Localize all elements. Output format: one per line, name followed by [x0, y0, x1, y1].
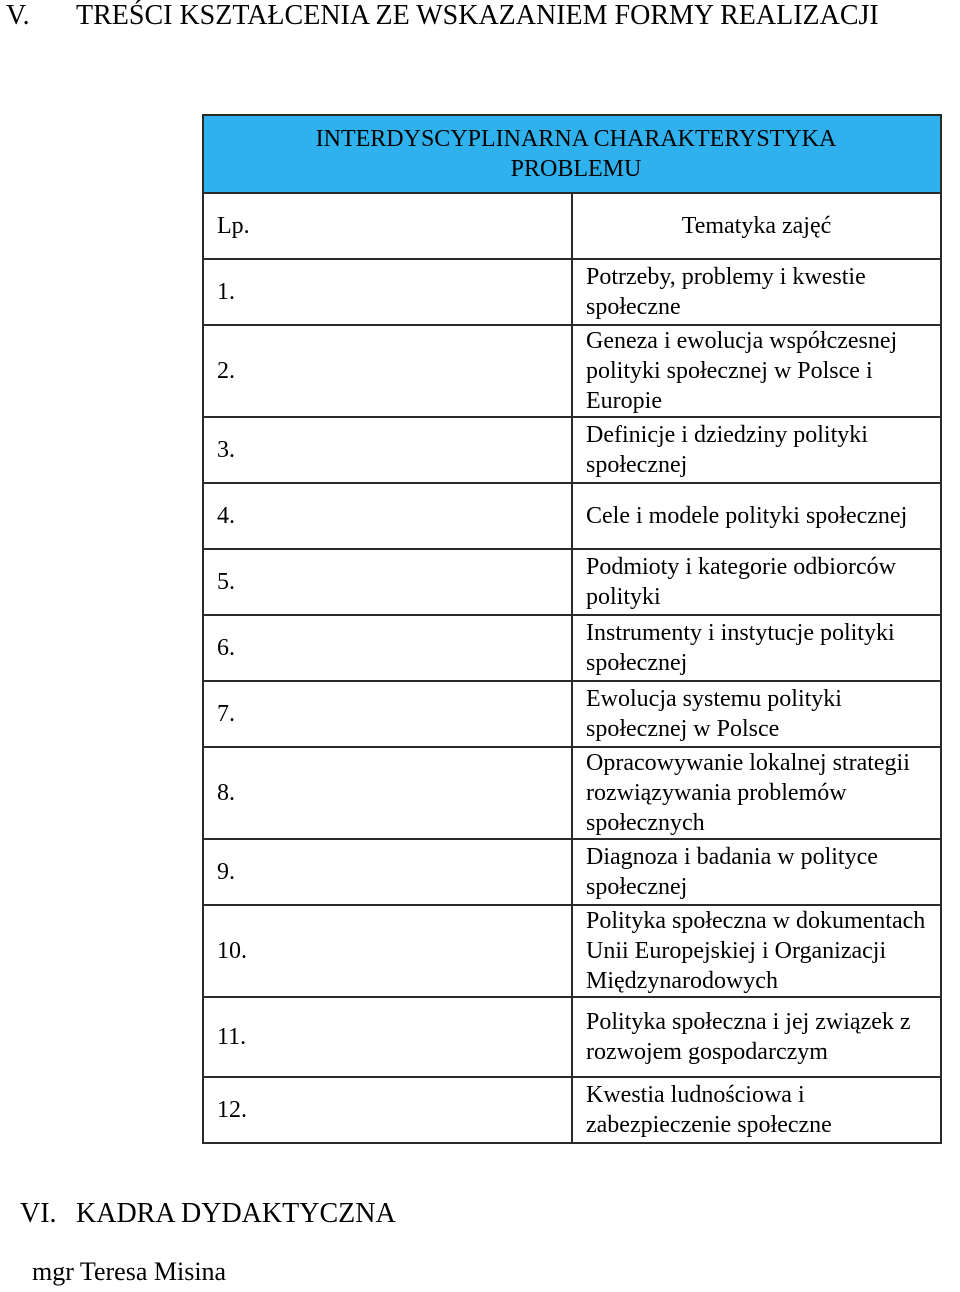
- table-header-row: [203, 193, 941, 259]
- row-topic: Potrzeby, problemy i kwestie społeczne: [572, 259, 941, 325]
- section-v-title: TREŚCI KSZTAŁCENIA ZE WSKAZANIEM FORMY REALIZACJI: [76, 0, 879, 31]
- row-lp: 4.: [203, 483, 572, 549]
- table-row: [203, 549, 941, 615]
- row-topic: Ewolucja systemu polityki społecznej w Polsce: [572, 681, 941, 747]
- table-row: [203, 839, 941, 905]
- table-row: [203, 259, 941, 325]
- row-topic: Podmioty i kategorie odbiorców polityki: [572, 549, 941, 615]
- table-row: [203, 747, 941, 839]
- row-lp: 7.: [203, 681, 572, 747]
- table-row: [203, 417, 941, 483]
- section-vi-number: VI.: [20, 1198, 57, 1229]
- table-title-row: [203, 115, 941, 193]
- row-lp: 5.: [203, 549, 572, 615]
- row-topic: Opracowywanie lokalnej strategii rozwiązywania problemów społecznych: [572, 747, 941, 839]
- row-topic: Polityka społeczna i jej związek z rozwojem gospodarczym: [572, 997, 941, 1077]
- row-topic: Definicje i dziedziny polityki społecznej: [572, 417, 941, 483]
- header-lp: Lp.: [203, 193, 572, 259]
- row-topic: Kwestia ludnościowa i zabezpieczenie społeczne: [572, 1077, 941, 1143]
- row-lp: 3.: [203, 417, 572, 483]
- row-lp: 12.: [203, 1077, 572, 1143]
- section-vi-title: KADRA DYDAKTYCZNA: [76, 1198, 396, 1229]
- section-v-heading: [6, 0, 879, 32]
- header-topic: Tematyka zajęć: [572, 193, 941, 259]
- topics-table: [202, 114, 942, 1144]
- row-topic: Geneza i ewolucja współczesnej polityki społecznej w Polsce i Europie: [572, 325, 941, 417]
- section-vi-heading: [20, 1198, 396, 1230]
- table-row: [203, 325, 941, 417]
- table-row: [203, 681, 941, 747]
- row-lp: 1.: [203, 259, 572, 325]
- row-lp: 8.: [203, 747, 572, 839]
- row-topic: Diagnoza i badania w polityce społecznej: [572, 839, 941, 905]
- row-topic: Polityka społeczna w dokumentach Unii Europejskiej i Organizacji Międzynarodowych: [572, 905, 941, 997]
- table-title: INTERDYSCYPLINARNA CHARAKTERYSTYKA PROBLEMU: [203, 115, 941, 193]
- table-row: [203, 615, 941, 681]
- section-v-number: V.: [6, 0, 30, 31]
- table-row: [203, 905, 941, 997]
- row-lp: 9.: [203, 839, 572, 905]
- table-row: [203, 1077, 941, 1143]
- row-lp: 11.: [203, 997, 572, 1077]
- row-topic: Instrumenty i instytucje polityki społecznej: [572, 615, 941, 681]
- row-lp: 10.: [203, 905, 572, 997]
- staff-name: mgr Teresa Misina: [32, 1257, 227, 1286]
- table-row: [203, 483, 941, 549]
- row-lp: 6.: [203, 615, 572, 681]
- table-row: [203, 997, 941, 1077]
- row-topic: Cele i modele polityki społecznej: [572, 483, 941, 549]
- row-lp: 2.: [203, 325, 572, 417]
